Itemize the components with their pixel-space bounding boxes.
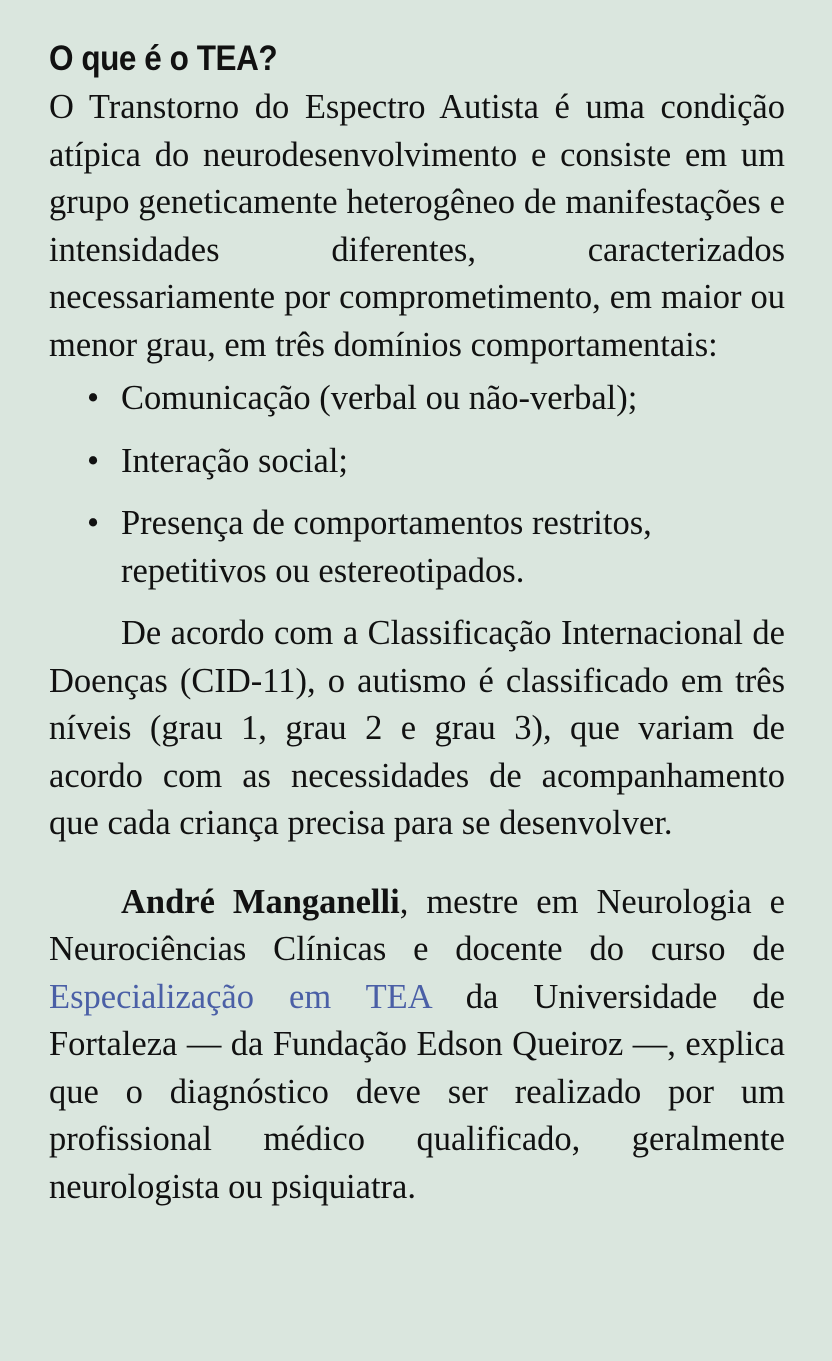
list-item bbox=[87, 438, 785, 486]
expert-statement: da Universidade de Fortaleza — da Fundação Edson Queiroz —, explica que o diagnóstico deve ser realizado por um profissional médico qualificado, geralmente neurologista ou psiquiatra. bbox=[49, 977, 785, 1206]
bullet-icon: • bbox=[87, 379, 100, 417]
section-title: O que é o TEA? bbox=[49, 39, 278, 78]
expert-description: , mestre em Neurologia e Neurociências Clínicas e docente do curso de bbox=[49, 882, 785, 968]
list-item-text: Comunicação (verbal ou não-verbal); bbox=[121, 379, 638, 417]
bullet-icon: • bbox=[87, 504, 100, 542]
list-item bbox=[87, 375, 785, 423]
domains-list bbox=[49, 375, 785, 595]
bullet-icon: • bbox=[87, 441, 100, 480]
list-item-text: Presença de comportamentos restritos, repetitivos ou estereotipados. bbox=[121, 504, 652, 590]
list-item bbox=[87, 500, 785, 595]
specialization-link[interactable]: Especialização em TEA bbox=[49, 977, 431, 1016]
intro-paragraph: O Transtorno do Espectro Autista é uma condição atípica do neurodesenvolvimento e consiste em um grupo geneticamente heterogêneo de manifestações e intensidades diferentes, caracterizados necessariamente por comprometimento, em maior ou menor grau, em três domínios comportamentais: bbox=[49, 88, 785, 364]
expert-name: André Manganelli bbox=[121, 882, 400, 921]
classification-paragraph: De acordo com a Classificação Internacional de Doenças (CID-11), o autismo é classificado em três níveis (grau 1, grau 2 e grau 3), que variam de acordo com as necessidades de acompanhamento que cada criança precisa para se desenvolver. bbox=[49, 614, 785, 842]
list-item-text: Interação social; bbox=[121, 441, 348, 480]
expert-paragraph bbox=[49, 879, 785, 1212]
